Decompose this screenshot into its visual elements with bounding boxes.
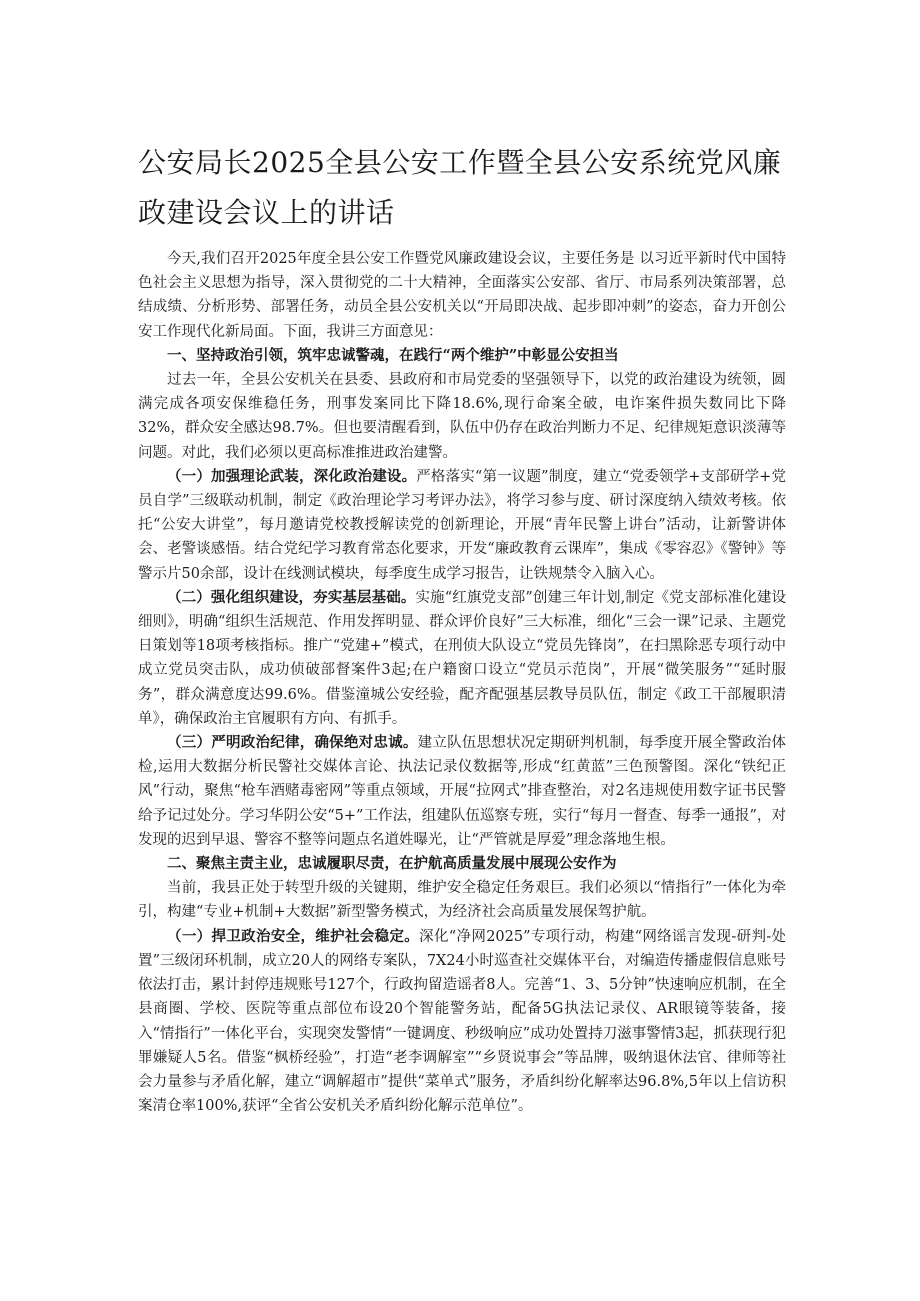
- body-paragraph: 当前，我县正处于转型升级的关键期，维护安全稳定任务艰巨。我们必须以“情指行”一体化为牵引，构建“专业+机制+大数据”新型警务模式，为经济社会高质量发展保驾护航。: [138, 880, 786, 921]
- subsection-text: 深化“净网2025”专项行动，构建“网络谣言发现-研判-处置”三级闭环机制，成立20人的网络专案队，7X24小时巡查社交媒体平台，对编造传播虚假信息账号依法打击，累计封停违规账号127个，行政拘留造谣者8人。完善“1、3、5分钟”快速响应机制，在全县商圈、学校、医院等重点部位布设20个智能警务站，配备5G执法记录仪、AR眼镜等装备，接入“情指行”一体化平台，实现突发警情“一键调度、秒级响应”成功处置持刀滋事警情3起，抓获现行犯罪嫌疑人5名。借鉴“枫桥经验”，打造“老李调解室”“乡贤说事会”等品牌，吸纳退休法官、律师等社会力量参与矛盾化解，建立“调解超市”提供“菜单式”服务，矛盾纠纷化解率达96.8%,5年以上信访积案清仓率100%,获评“全省公安机关矛盾纠纷化解示范单位”。: [138, 928, 787, 1115]
- document-title: 公安局长2025全县公安工作暨全县公安系统党风廉政建设会议上的讲话: [138, 146, 782, 229]
- subsection-lead: （一）捍卫政治安全，维护社会稳定。: [167, 927, 420, 945]
- subsection-text: 建立队伍思想状况定期研判机制，每季度开展全警政治体检,运用大数据分析民警社交媒体言论、执法记录仪数据等,形成“红黄蓝”三色预警图。深化“铁纪正风”行动，聚焦“枪车酒赌毒密网”等重点领域，开展“拉网式”排查整治，对2名违规使用数字证书民警给予记过处分。学习华阴公安“5+”工作法，组建队伍巡察专班，实行“每月一督查、每季一通报”，对发现的迟到早退、警容不整等问题点名道姓曝光，让“严管就是厚爱”理念落地生根。: [138, 735, 787, 848]
- document-body: [138, 247, 786, 1118]
- section-heading: 二、聚焦主责主业，忠诚履职尽责，在护航高质量发展中展现公安作为: [167, 855, 617, 873]
- subsection-lead: （一）加强理论武装，深化政治建设。: [167, 467, 417, 485]
- section-heading: 一、坚持政治引领，筑牢忠诚警魂，在践行“两个维护”中彰显公安担当: [167, 346, 619, 364]
- subsection-text: 严格落实“第一议题”制度，建立“党委领学+支部研学+党员自学”三级联动机制，制定《政治理论学习考评办法》，将学习参与度、研讨深度纳入绩效考核。依托“公安大讲堂”，每月邀请党校教授解读党的创新理论，开展“青年民警上讲台”活动，让新警讲体会、老警谈感悟。结合党纪学习教育常态化要求，开发“廉政教育云课库”，集成《零容忍》《警钟》等警示片50余部，设计在线测试模块，每季度生成学习报告，让铁规禁令入脑入心。: [138, 468, 786, 582]
- body-paragraph: 过去一年，全县公安机关在县委、县政府和市局党委的坚强领导下，以党的政治建设为统领，圆满完成各项安保维稳任务，刑事发案同比下降18.6%,现行命案全破，电诈案件损失数同比下降32%，群众安全感达98.7%。但也要清醒看到，队伍中仍存在政治判断力不足、纪律规矩意识淡薄等问题。对此，我们必须以更高标准推进政治建警。: [138, 372, 786, 461]
- body-paragraph: [138, 465, 786, 586]
- subsection-text: 实施“红旗党支部”创建三年计划,制定《党支部标准化建设细则》，明确“组织生活规范、作用发挥明显、群众评价良好”三大标准，细化“三会一课”记录、主题党日策划等18项考核指标。推广“党建+”模式，在刑侦大队设立“党员先锋岗”，在扫黑除恶专项行动中成立党员突击队，成功侦破部督案件3起;在户籍窗口设立“党员示范岗”，开展“微笑服务”“延时服务”，群众满意度达99.6%。借鉴潼城公安经验，配齐配强基层教导员队伍，制定《政工干部履职清单》，确保政治主官履职有方向、有抓手。: [138, 589, 786, 727]
- body-paragraph: 今天,我们召开2025年度全县公安工作暨党风廉政建设会议，主要任务是 以习近平新时代中国特色社会主义思想为指导，深入贯彻党的二十大精神，全面落实公安部、省厅、市局系列决策部署，总结成绩、分析形势、部署任务，动员全县公安机关以“开局即决战、起步即冲刺”的姿态，奋力开创公安工作现代化新局面。下面，我讲三方面意见：: [138, 251, 786, 340]
- body-paragraph: [138, 925, 786, 1119]
- body-paragraph: [138, 586, 786, 731]
- subsection-lead: （二）强化组织建设，夯实基层基础。: [167, 588, 416, 606]
- subsection-lead: （三）严明政治纪律，确保绝对忠诚。: [167, 734, 418, 752]
- body-paragraph: [138, 731, 786, 852]
